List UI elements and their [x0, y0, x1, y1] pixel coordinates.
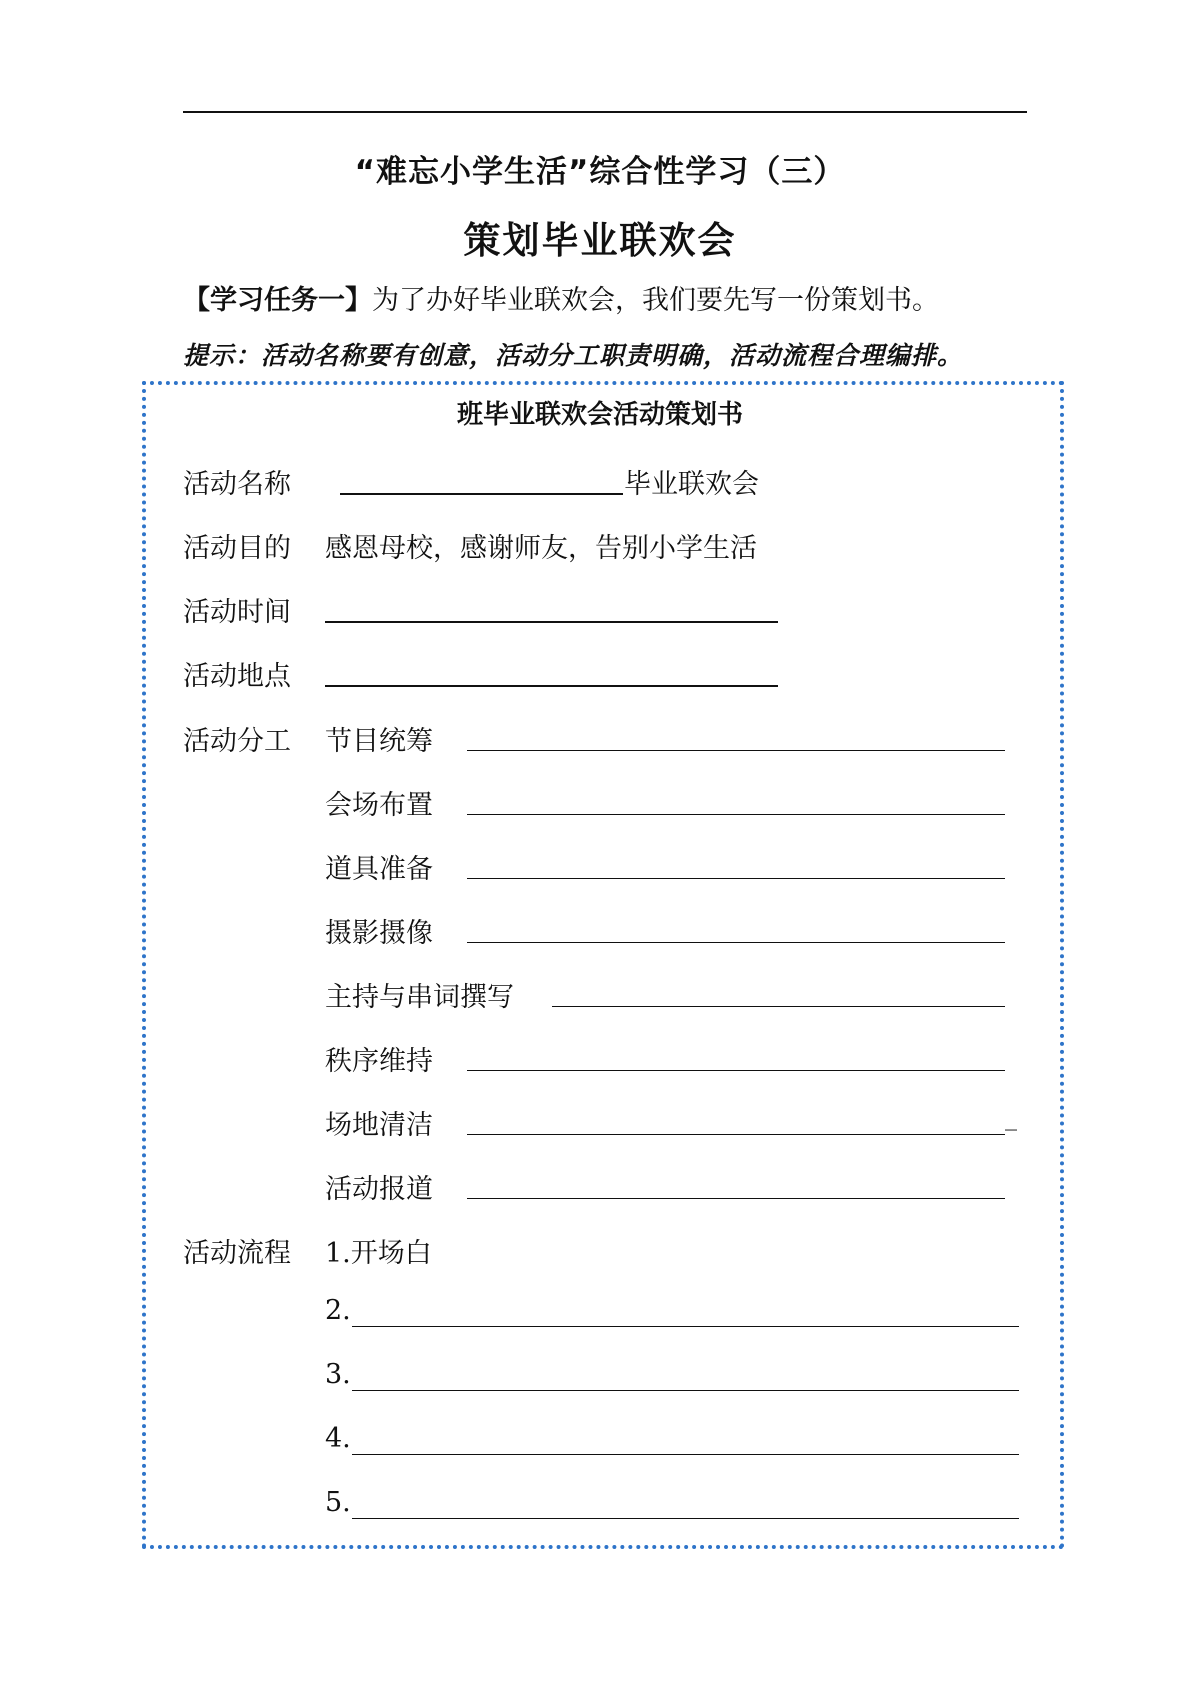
hint-text: 提示：活动名称要有创意，活动分工职责明确，活动流程合理编排。 — [183, 341, 964, 370]
role-label: 节目统筹 — [325, 726, 433, 757]
role-label: 场地清洁 — [325, 1110, 433, 1141]
page-title: “难忘小学生活”综合性学习（三） — [354, 154, 846, 190]
name-label: 活动名称 — [183, 469, 291, 500]
purpose-value: 感恩母校，感谢师友，告别小学生活 — [325, 533, 757, 564]
step-label: 4. — [325, 1423, 351, 1454]
process-label: 活动流程 — [183, 1238, 291, 1269]
step-label: 5. — [325, 1487, 351, 1518]
page-subtitle: 策划毕业联欢会 — [463, 219, 737, 262]
role-blank[interactable] — [467, 878, 1005, 879]
step-label: 2. — [325, 1295, 351, 1326]
time-blank[interactable] — [325, 621, 778, 623]
plan-title: 班毕业联欢会活动策划书 — [456, 400, 743, 430]
role-label: 摄影摄像 — [325, 918, 433, 949]
role-blank[interactable] — [467, 750, 1005, 751]
header-rule — [183, 111, 1027, 113]
role-blank[interactable] — [467, 814, 1005, 815]
name-blank[interactable] — [340, 493, 623, 495]
step-label: 3. — [325, 1359, 351, 1390]
task-label: 【学习任务一】 — [183, 285, 372, 316]
role-label: 道具准备 — [325, 854, 433, 885]
role-label: 秩序维持 — [325, 1046, 433, 1077]
purpose-label: 活动目的 — [183, 533, 291, 564]
role-blank[interactable] — [467, 1070, 1005, 1071]
division-label: 活动分工 — [183, 726, 291, 757]
role-blank[interactable] — [467, 1134, 1005, 1135]
stray-mark: _ — [1005, 1103, 1017, 1131]
step-blank[interactable] — [352, 1326, 1019, 1327]
role-label: 主持与串词撰写 — [325, 982, 514, 1013]
role-blank[interactable] — [552, 1006, 1005, 1007]
learning-task — [183, 278, 939, 317]
role-label: 会场布置 — [325, 790, 433, 821]
step-blank[interactable] — [352, 1390, 1019, 1391]
task-text: 为了办好毕业联欢会，我们要先写一份策划书。 — [372, 285, 939, 316]
role-blank[interactable] — [467, 942, 1005, 943]
time-label: 活动时间 — [183, 597, 291, 628]
role-label: 活动报道 — [325, 1174, 433, 1205]
place-label: 活动地点 — [183, 661, 291, 692]
name-suffix: 毕业联欢会 — [624, 469, 759, 500]
place-blank[interactable] — [325, 685, 778, 687]
step-blank[interactable] — [352, 1518, 1019, 1519]
step-blank[interactable] — [352, 1454, 1019, 1455]
step-label: 1.开场白 — [325, 1238, 432, 1269]
role-blank[interactable] — [467, 1198, 1005, 1199]
